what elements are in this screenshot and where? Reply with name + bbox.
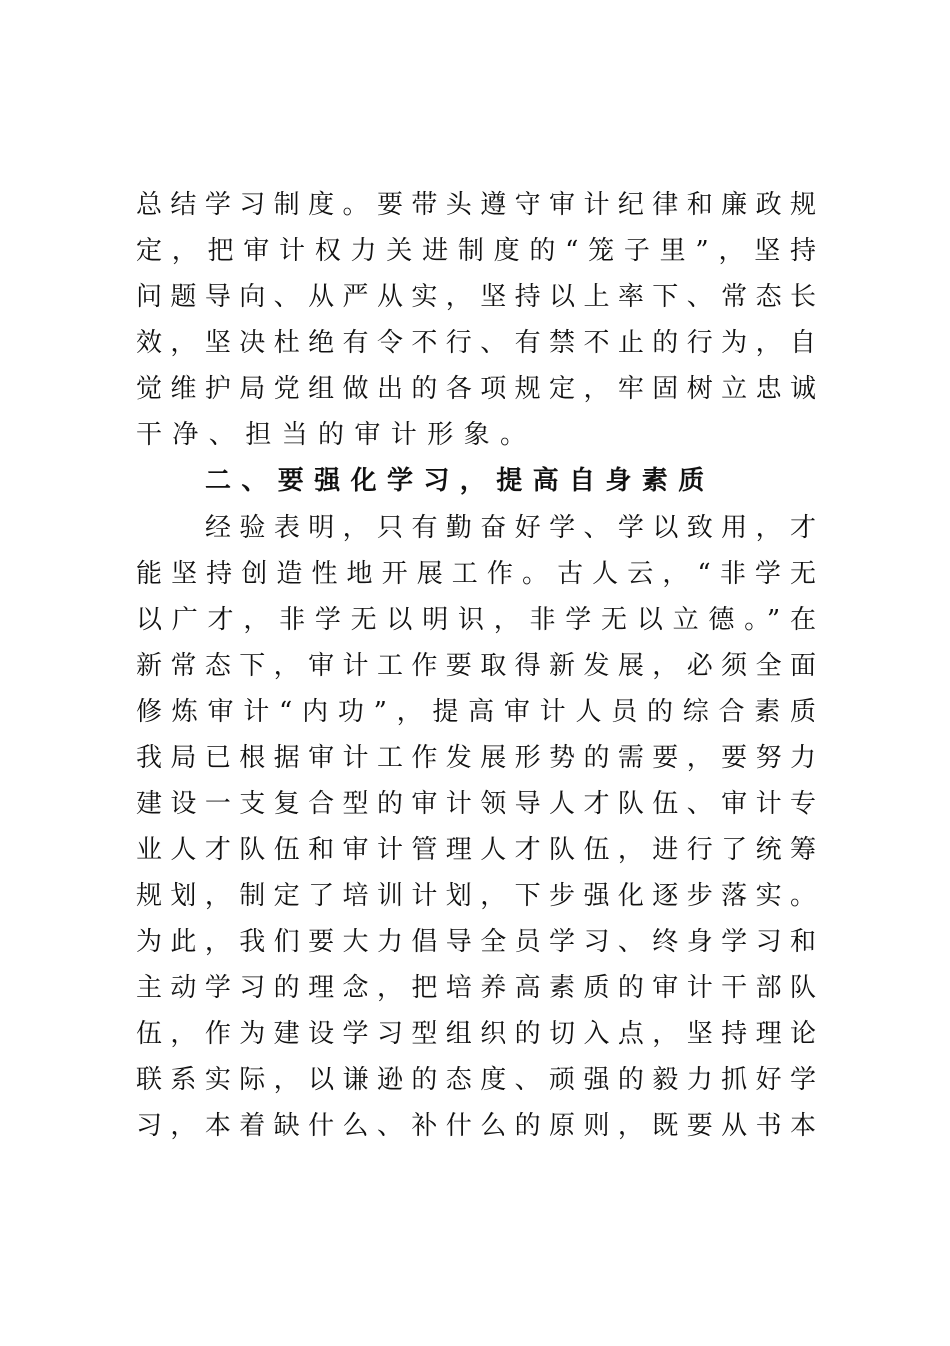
text-line: 规划，制定了培训计划，下步强化逐步落实。 [136,881,816,911]
text-line: 总结学习制度。要带头遵守审计纪律和廉政规 [136,190,816,220]
text-line: 效，坚决杜绝有令不行、有禁不止的行为，自 [136,328,816,358]
text-line: 联系实际，以谦逊的态度、顽强的毅力抓好学 [136,1065,816,1095]
text-line: 建设一支复合型的审计领导人才队伍、审计专 [136,789,816,819]
text-line: 问题导向、从严从实，坚持以上率下、常态长 [136,282,816,312]
text-line: 觉维护局党组做出的各项规定，牢固树立忠诚 [136,374,816,404]
section-heading: 二、要强化学习，提高自身素质 [205,466,715,496]
text-line: 能坚持创造性地开展工作。古人云，“非学无 [136,559,816,589]
text-line: 伍，作为建设学习型组织的切入点，坚持理论 [136,1019,816,1049]
text-line: 修炼审计“内功”，提高审计人员的综合素质 [136,697,816,727]
text-line: 业人才队伍和审计管理人才队伍，进行了统筹 [136,835,816,865]
text-line: 定，把审计权力关进制度的“笼子里”，坚持 [136,236,816,266]
text-line: 干净、担当的审计形象。 [136,420,537,450]
text-line: 以广才，非学无以明识，非学无以立德。”在 [136,605,816,635]
text-line: 为此，我们要大力倡导全员学习、终身学习和 [136,927,816,957]
text-line: 习，本着缺什么、补什么的原则，既要从书本 [136,1111,816,1141]
text-line: 主动学习的理念，把培养高素质的审计干部队 [136,973,816,1003]
text-line: 新常态下，审计工作要取得新发展，必须全面 [136,651,816,681]
text-line: 我局已根据审计工作发展形势的需要，要努力 [136,743,816,773]
text-line: 经验表明，只有勤奋好学、学以致用，才 [205,513,816,543]
